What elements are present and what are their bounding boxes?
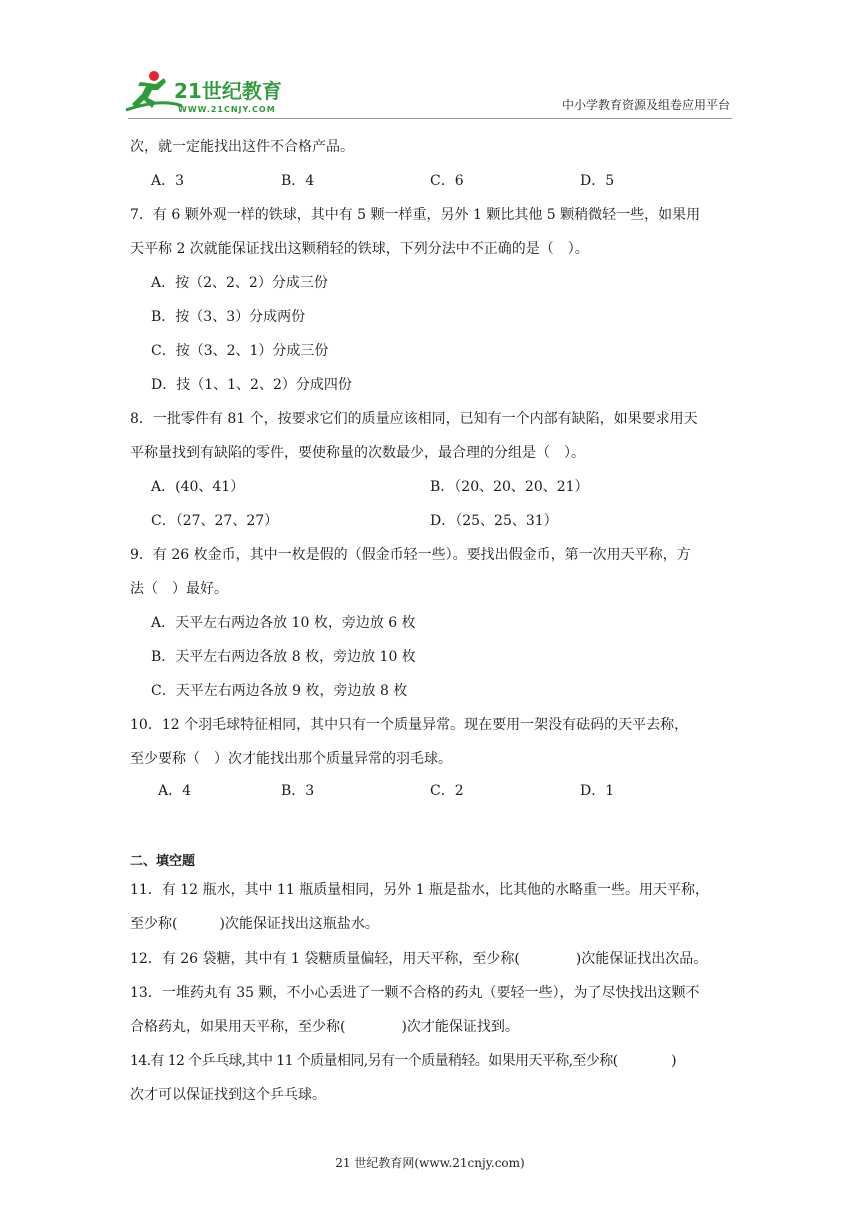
q13-line-2: 合格药丸，如果用天平称，至少称( )次才能保证找到。 xyxy=(130,1019,519,1035)
q7-option-c: C．按（3、2、1）分成三份 xyxy=(151,343,329,359)
q10-line-2: 至少要称（ ）次才能找出那个质量异常的羽毛球。 xyxy=(130,751,452,767)
q14-line-1: 14.有 12 个乒乓球,其中 11 个质量相同,另有一个质量稍轻。如果用天平称,至少称( ) xyxy=(130,1053,676,1069)
q7-line-2: 天平称 2 次就能保证找出这颗稍轻的铁球，下列分法中不正确的是（ ）。 xyxy=(130,241,589,257)
q8-line-1: 8．一批零件有 81 个，按要求它们的质量应该相同，已知有一个内部有缺陷，如果要求用天 xyxy=(130,411,698,427)
q8-option-a: A．(40、41） xyxy=(151,479,245,495)
q7-option-d: D．技（1、1、2、2）分成四份 xyxy=(151,377,352,393)
q9-option-a: A．天平左右两边各放 10 枚，旁边放 6 枚 xyxy=(151,615,416,631)
header-divider xyxy=(128,118,732,119)
q12-line-1: 12．有 26 袋糖，其中有 1 袋糖质量偏轻，用天平称，至少称( )次能保证找出次品。 xyxy=(130,951,708,967)
q10-option-c: C．2 xyxy=(430,783,464,799)
q8-option-c: C．（27、27、27） xyxy=(151,513,279,529)
q7-option-a: A．按（2、2、2）分成三份 xyxy=(151,275,328,291)
q11-line-1: 11．有 12 瓶水，其中 11 瓶质量相同，另外 1 瓶是盐水，比其他的水略重一些。用天平称， xyxy=(130,882,710,898)
q8-option-b: B．（20、20、20、21） xyxy=(430,479,589,495)
q6-line-2: 次，就一定能找出这件不合格产品。 xyxy=(130,139,354,155)
header-platform-text: 中小学教育资源及组卷应用平台 xyxy=(561,98,730,112)
runner-logo-icon xyxy=(122,68,297,116)
svg-text:WWW.21CNJY.COM: WWW.21CNJY.COM xyxy=(178,105,276,114)
q10-option-b: B．3 xyxy=(281,783,315,799)
q9-option-b: B．天平左右两边各放 8 枚，旁边放 10 枚 xyxy=(151,649,416,665)
section-title-fill-in: 二、填空题 xyxy=(130,854,196,869)
q9-option-c: C．天平左右两边各放 9 枚，旁边放 8 枚 xyxy=(151,683,408,699)
q9-line-2: 法（ ）最好。 xyxy=(130,581,228,597)
q13-line-1: 13．一堆药丸有 35 颗，不小心丢进了一颗不合格的药丸（要轻一些），为了尽快找出这颗不 xyxy=(130,985,700,1001)
q10-option-a: A．4 xyxy=(158,783,192,799)
q7-option-b: B．按（3、3）分成两份 xyxy=(151,309,306,325)
q10-line-1: 10．12 个羽毛球特征相同，其中只有一个质量异常。现在要用一架没有砝码的天平去称， xyxy=(130,717,689,733)
q11-line-2: 至少称( )次能保证找出这瓶盐水。 xyxy=(130,916,379,932)
svg-text:21世纪教育: 21世纪教育 xyxy=(174,79,282,103)
q6-option-a: A．3 xyxy=(151,173,185,189)
site-logo xyxy=(122,68,297,116)
q6-option-c: C．6 xyxy=(430,173,464,189)
page-footer: 21 世纪教育网(www.21cnjy.com) xyxy=(335,1156,525,1170)
q9-line-1: 9．有 26 枚金币，其中一枚是假的（假金币轻一些）。要找出假金币，第一次用天平称，方 xyxy=(130,547,691,563)
q7-line-1: 7．有 6 颗外观一样的铁球，其中有 5 颗一样重，另外 1 颗比其他 5 颗稍微轻一些，如果用 xyxy=(130,207,701,223)
q8-line-2: 平称量找到有缺陷的零件，要使称量的次数最少，最合理的分组是（ ）。 xyxy=(130,445,585,461)
q10-option-d: D．1 xyxy=(580,783,615,799)
q8-option-d: D．（25、25、31） xyxy=(430,513,558,529)
q6-option-b: B．4 xyxy=(281,173,315,189)
q14-line-2: 次才可以保证找到这个乒乓球。 xyxy=(130,1087,326,1103)
q6-option-d: D．5 xyxy=(580,173,615,189)
